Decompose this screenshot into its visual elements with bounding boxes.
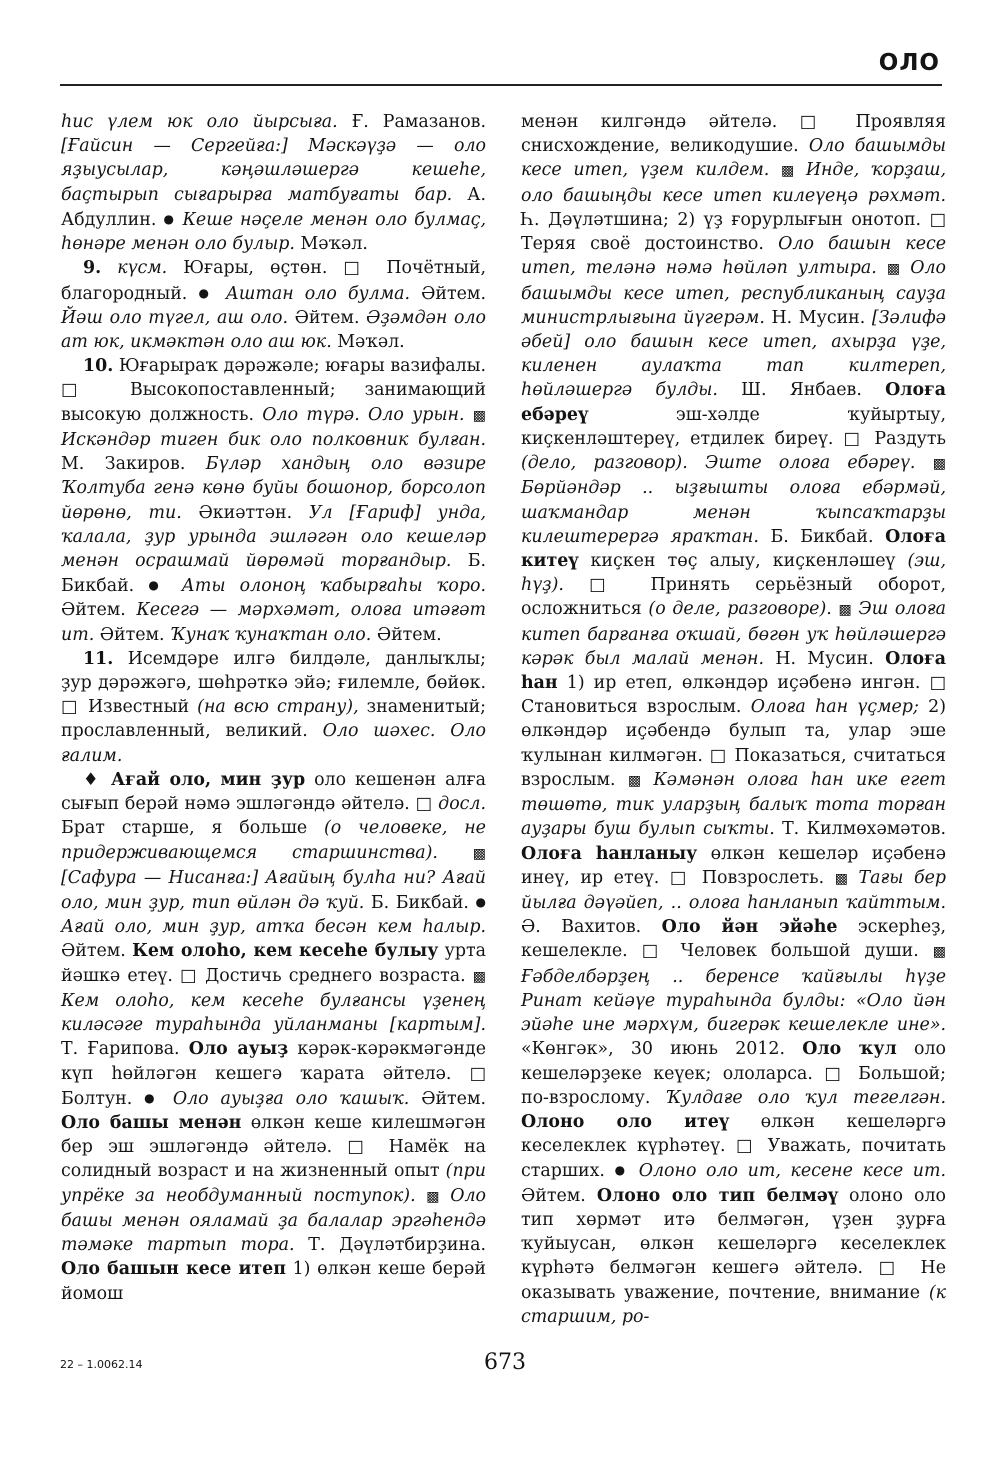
example-text: Искәндәр тиген бик оло полковник булған. <box>61 429 486 450</box>
proverb-text: Әҙәмдән оло ат юк, икмәктән оло аш юк. <box>61 307 487 352</box>
sense-number: 10. <box>83 356 114 377</box>
white-square-icon <box>879 1258 905 1278</box>
definition-text: урта йәшкә етеү. <box>61 941 486 986</box>
usage-note: (дело, разговор). <box>521 453 688 474</box>
white-square-icon <box>824 1064 846 1084</box>
idiom-headword: Оло ҡул <box>802 1039 897 1060</box>
citation-author: Ә. Вахитов. <box>521 917 642 938</box>
citation-author: Т. Килмөхәмәтов. <box>782 819 946 840</box>
source-label: Әйтем. <box>61 941 126 962</box>
hatched-square-icon <box>628 770 641 790</box>
hatched-square-icon <box>835 868 848 888</box>
example-text: Ғәбделбәрҙең .. беренсе ҡайғылы һүҙе Ринат кейәүе тураһында булды: «Оло йән эйәһе ине мәрхүм, бигерәк кешелекле ине». <box>521 966 946 1036</box>
definition-text: 2) өлкәндәр иҫәбендә булып та, улар эше ҡулынан килмәгән. <box>521 697 947 766</box>
hatched-square-icon <box>887 258 900 278</box>
citation-author: Т. Дәүләтбирҙина. <box>308 1235 487 1256</box>
example-text: Кәмәнән олоға һан ике егет төшөтө, тик уларҙың балыҡ тота торған ауҙары буш булып сыҡты. <box>521 769 946 840</box>
definition-text: киҫкен төҫ алыу, киҫкенләшеү <box>590 550 896 571</box>
idiom-headword: Олоға ебәреү <box>521 380 947 425</box>
hatched-square-icon <box>426 1186 439 1206</box>
proverb-text: Аштан оло булма. <box>225 283 411 304</box>
idiom-headword: Кем олоһо, кем кесеһе булыу <box>132 941 439 962</box>
hatched-square-icon <box>933 941 946 961</box>
citation-author: А. Абдуллин. <box>61 184 486 230</box>
header-rule <box>60 84 942 86</box>
entry-sense-10 <box>61 354 486 647</box>
white-square-icon <box>710 746 728 766</box>
russian-translation: Достичь среднего возраста. <box>205 965 466 986</box>
idiom-headword: Олоға һан <box>521 648 947 694</box>
russian-translation: Большой; по-взрослому. <box>521 1063 946 1108</box>
running-header: ОЛО <box>878 50 940 76</box>
hatched-square-icon <box>473 405 486 425</box>
proverb-text: Йәш оло түгел, аш оло. <box>61 307 288 328</box>
white-square-icon <box>470 1064 486 1084</box>
proverb-text: Аты олоноң ҡабырғаһы ҡоро. <box>181 576 486 597</box>
russian-translation: Повзрослеть. <box>701 867 825 888</box>
source-label: Әйтем. <box>376 624 442 645</box>
russian-translation: Высокопоставленный; занимающий высокую должность. <box>61 380 487 425</box>
russian-translation: Становиться взрослым. <box>521 697 742 718</box>
definition-text: 1) өлкән кеше берәй йомош <box>61 1259 487 1304</box>
left-column <box>61 110 486 1306</box>
bullet-icon <box>144 1089 161 1109</box>
hatched-square-icon <box>933 453 946 473</box>
usage-note: (при упрёке за необдуманный поступок). <box>61 1161 486 1206</box>
example-text: Эште олоға ебәреү. <box>705 453 916 474</box>
source-label: Әйтем. <box>294 307 360 328</box>
citation-author: Н. Мусин. <box>775 648 874 669</box>
citation-author: Б. Бикбай. <box>61 550 486 597</box>
bullet-icon <box>615 1161 630 1181</box>
bullet-icon <box>148 576 167 596</box>
source-label: Әйтем. <box>521 1185 586 1206</box>
russian-translation: Принять серьёзный оборот, осложниться <box>521 575 946 620</box>
white-square-icon <box>589 575 625 595</box>
definition-text: өлкән кеше килешмәгән бер эш эшләгәндә әйтелә. <box>61 1112 486 1158</box>
definition-text: Юғары, өҫтөн. <box>183 258 328 279</box>
definition-text: өлкән кешеләргә кеселеклек күрһәтеү. <box>521 1111 947 1157</box>
right-column <box>521 110 946 1329</box>
idiom-headword: Олоно оло итеү <box>521 1111 729 1132</box>
example-text: Бүләр хандың оло вәзире Ҡолтуба генә көнө буйы бошонop, борсолоп йөрөнө, ти. <box>61 454 487 523</box>
russian-translation: Не оказывать уважение, почтение, внимание <box>521 1258 946 1303</box>
white-square-icon <box>61 697 80 717</box>
white-square-icon <box>843 429 864 449</box>
grammar-label: досл. <box>438 794 487 815</box>
white-square-icon <box>736 1136 757 1156</box>
definition-text: Юғарыраҡ дәрәжәле; юғары вазифалы. <box>118 356 486 377</box>
citation-author: Т. Ғарипова. <box>61 1039 180 1060</box>
russian-translation: Раздуть <box>874 428 946 449</box>
usage-note: (о человеке, не придерживающемся старшинства). <box>61 818 486 863</box>
idiom-headword: Оло башы менән <box>61 1112 242 1133</box>
example-text: Оло түрә. Оло урын. <box>262 404 465 425</box>
idiom-headword: Оло башын кесе итеп <box>61 1259 286 1280</box>
white-square-icon <box>642 941 667 961</box>
white-square-icon <box>930 673 946 693</box>
russian-translation: Почётный, благородный. <box>61 258 486 304</box>
russian-translation: Известный <box>88 697 190 718</box>
white-square-icon <box>347 1137 373 1157</box>
bullet-icon <box>198 284 214 304</box>
hatched-square-icon <box>473 843 486 863</box>
definition-text: өлкән кешеләр иҫәбенә инеү, ир етеү. <box>521 843 946 888</box>
entry-sense-11 <box>61 647 486 768</box>
definition-text: оло кешеләрҙеке кеүек; ололарса. <box>521 1039 947 1084</box>
example-text: Ҡулдағе оло ҡул тегелгән. <box>665 1087 946 1108</box>
diamond-icon <box>83 770 102 790</box>
example-text: Оло башымды кесе итеп, республиканың сауҙа министрлығына йүгерәм. <box>521 258 947 328</box>
definition-text: эш-хәлде ҡуйыртыу, киҫкенләштереү, етдилек биреү. <box>521 404 946 449</box>
example-text: Ул [Ғариф] унда, ҡалала, ҙур урында эшләгән оло кешеләр менән осрашмай йөрөмәй торғандыр. <box>61 502 486 571</box>
idiom-headword: Олоно оло тип белмәү <box>596 1185 838 1206</box>
russian-translation: Болтун. <box>61 1088 133 1109</box>
definition-text: 1) ир етеп, өлкәндәр иҫәбенә ингән. <box>566 673 921 694</box>
definition-text: кәрәк-кәрәкмәгәнде күп һөйләгән кешегә ҡарата әйтелә. <box>61 1039 486 1084</box>
example-text: Инде, ҡорҙаш, оло башыңды кесе итеп килеүеңә рәхмәт. <box>521 160 946 206</box>
sense-number: 11. <box>83 648 114 669</box>
definition-text: 2) үҙ ғорурлығын онотоп. <box>677 209 922 230</box>
example-text: Оло башы менән ояламай ҙа балалар эргәһендә тәмәке тартып тора. <box>61 1185 486 1256</box>
citation-author: Ш. Янбаев. <box>741 380 862 401</box>
source-label: Әйтем. <box>61 600 126 621</box>
definition-text: Исемдәре илгә билдәле, данлыҡлы; ҙур дәрәжәгә, шөһрәткә эйә; ғилемле, бөйөк. <box>61 648 486 694</box>
definition-text: эскерһеҙ, кешелекле. <box>521 917 946 962</box>
example-text: Тағы бер йылға дәүәйеп, .. олоға һанланып ҡайттым. <box>521 867 947 913</box>
source-label: Әкиәттән. <box>198 502 293 523</box>
citation-author: Н. Мусин. <box>771 307 866 328</box>
russian-translation: Проявляя снисхождение, великодушие. <box>521 112 946 157</box>
bullet-icon <box>163 210 175 230</box>
white-square-icon <box>180 966 198 986</box>
idiom-headword: Олоға һанланыу <box>521 843 698 864</box>
example-text: Оло башымды кесе итеп, үҙем килдем. <box>521 136 947 181</box>
page-number: 673 <box>484 1350 526 1375</box>
idiom-headword: Ағай оло, мин ҙур <box>111 769 306 790</box>
usage-note: (эш, һүҙ). <box>521 550 946 596</box>
citation-author: Һ. Дәүләтшина; <box>521 209 669 230</box>
definition-text: олоно оло тип хөрмәт итә белмәгән, үҙен ҙурға ҡуйыусан, өлкән кешеләргә кеселеклек күрһәтә белмәгән кешегә әйтелә. <box>521 1185 946 1279</box>
entry-sense-9 <box>61 256 486 354</box>
usage-note: (к старшим, ро- <box>521 1282 946 1327</box>
example-text: [Сафура — Нисанға:] Ағайың булһа ни? Ағай оло, мин ҙур, тип өйлән дә ҡуй. <box>61 867 486 913</box>
proverb-text: Кесегә — мәрхәмәт, олоға итәғәт ит. <box>61 600 487 645</box>
source-label: Әйтем. <box>421 1088 487 1109</box>
example-text: Олоға һан үҫмер; <box>750 697 919 718</box>
white-square-icon <box>61 380 101 400</box>
signature-code: 22 – 1.0062.14 <box>60 1358 143 1371</box>
bullet-icon <box>476 893 486 913</box>
white-square-icon <box>800 112 833 132</box>
citation-author: Ғ. Рамазанов. <box>351 112 486 132</box>
idiom-headword: Оло ауыҙ <box>188 1039 289 1060</box>
phraseology-block <box>61 768 486 1306</box>
russian-translation: Брат старше, я больше <box>61 818 308 839</box>
example-text: [Ғайсин — Сергейға:] Мәскәүҙә — оло яҙыусылар, кәңәшләшергә кешеһе, баҫтырып сығарырға матбуғаты бар. <box>61 136 486 205</box>
white-square-icon <box>670 868 691 888</box>
definition-text: оло кешенән алға сығып берәй нәмә эшләгәндә әйтелә. <box>61 769 486 815</box>
phraseology-continuation <box>521 110 946 1329</box>
russian-translation: Показаться, считаться взрослым. <box>521 745 947 790</box>
idiom-headword: Оло йән эйәһе <box>661 917 838 938</box>
proverb-text: Оло ауыҙға оло ҡашыҡ. <box>172 1088 410 1109</box>
citation-source: «Көнгәк», 30 июнь 2012. <box>521 1039 785 1060</box>
proverb-text: Олоно оло ит, кесене кесе ит. <box>638 1161 946 1182</box>
proverb-text: Ағай оло, мин ҙур, атҡа бесән кем һалыр. <box>61 917 486 938</box>
example-text: Бөрйәндәр .. ыҙғышты олоға ебәрмәй, шаҡмандар менән ҡыпсаҡтарҙы килештерергә яраҡтан. <box>521 478 946 547</box>
white-square-icon <box>416 794 433 814</box>
proverb-text: Кеше нәҫеле менән оло булмаҫ, һөнәре менән оло булыр. <box>61 209 487 255</box>
sense-number: 9. <box>83 258 102 279</box>
citation-author: Б. Бикбай. <box>770 526 874 547</box>
definition-text: менән килгәндә әйтелә. <box>521 112 778 132</box>
usage-note: (на всю страну), <box>197 697 359 718</box>
white-square-icon <box>930 210 946 230</box>
proverb-text: Ҡунаҡ ҡунаҡтан оло. <box>170 624 372 645</box>
white-square-icon <box>343 258 370 278</box>
entry-sense-continuation <box>61 110 486 256</box>
citation-author: М. Закиров. <box>61 454 186 475</box>
example-text: [Зәлифә әбей] оло башын кесе итеп, ахырҙа үҙе, киленен аулаҡта тап килтереп, һөйләшергә булды. <box>521 307 947 401</box>
example-text: Эш олоға китеп барғанға оҡшай, бөгөн уҡ һөйләшергә кәрәк был малай менән. <box>521 599 947 669</box>
source-label: Әйтем. <box>421 283 486 304</box>
citation-author: Б. Бикбай. <box>370 893 469 913</box>
usage-note: (о деле, разговоре). <box>648 599 832 620</box>
russian-translation: знаменитый; прославленный, великий. <box>61 697 487 742</box>
russian-translation: Теряя своё достоинство. <box>521 234 764 255</box>
russian-translation: Человек большой души. <box>680 941 919 962</box>
source-label: Мәҡәл. <box>300 234 368 255</box>
example-text: һис үлем юк оло йырсыға. <box>61 112 338 132</box>
grammar-label: күсм. <box>117 258 168 279</box>
hatched-square-icon <box>473 966 486 986</box>
example-text: Кем олоһо, кем кесеһе булғансы үҙенең киләсәге тураһында уйланманы [картым]. <box>61 990 486 1036</box>
hatched-square-icon <box>781 160 794 180</box>
source-label: Мәҡәл. <box>337 331 405 352</box>
russian-translation: Намёк на солидный возраст и на жизненный опыт <box>61 1137 486 1182</box>
example-text: Оло башын кесе итеп, теләнә нәмә һөйләп ултыра. <box>521 234 947 279</box>
russian-translation: Уважать, почитать старших. <box>521 1136 946 1182</box>
example-text: Оло шәхес. Оло ғалим. <box>61 721 487 766</box>
idiom-headword: Олоға китеү <box>521 526 947 571</box>
hatched-square-icon <box>838 599 851 619</box>
source-label: Әйтем. <box>99 624 165 645</box>
